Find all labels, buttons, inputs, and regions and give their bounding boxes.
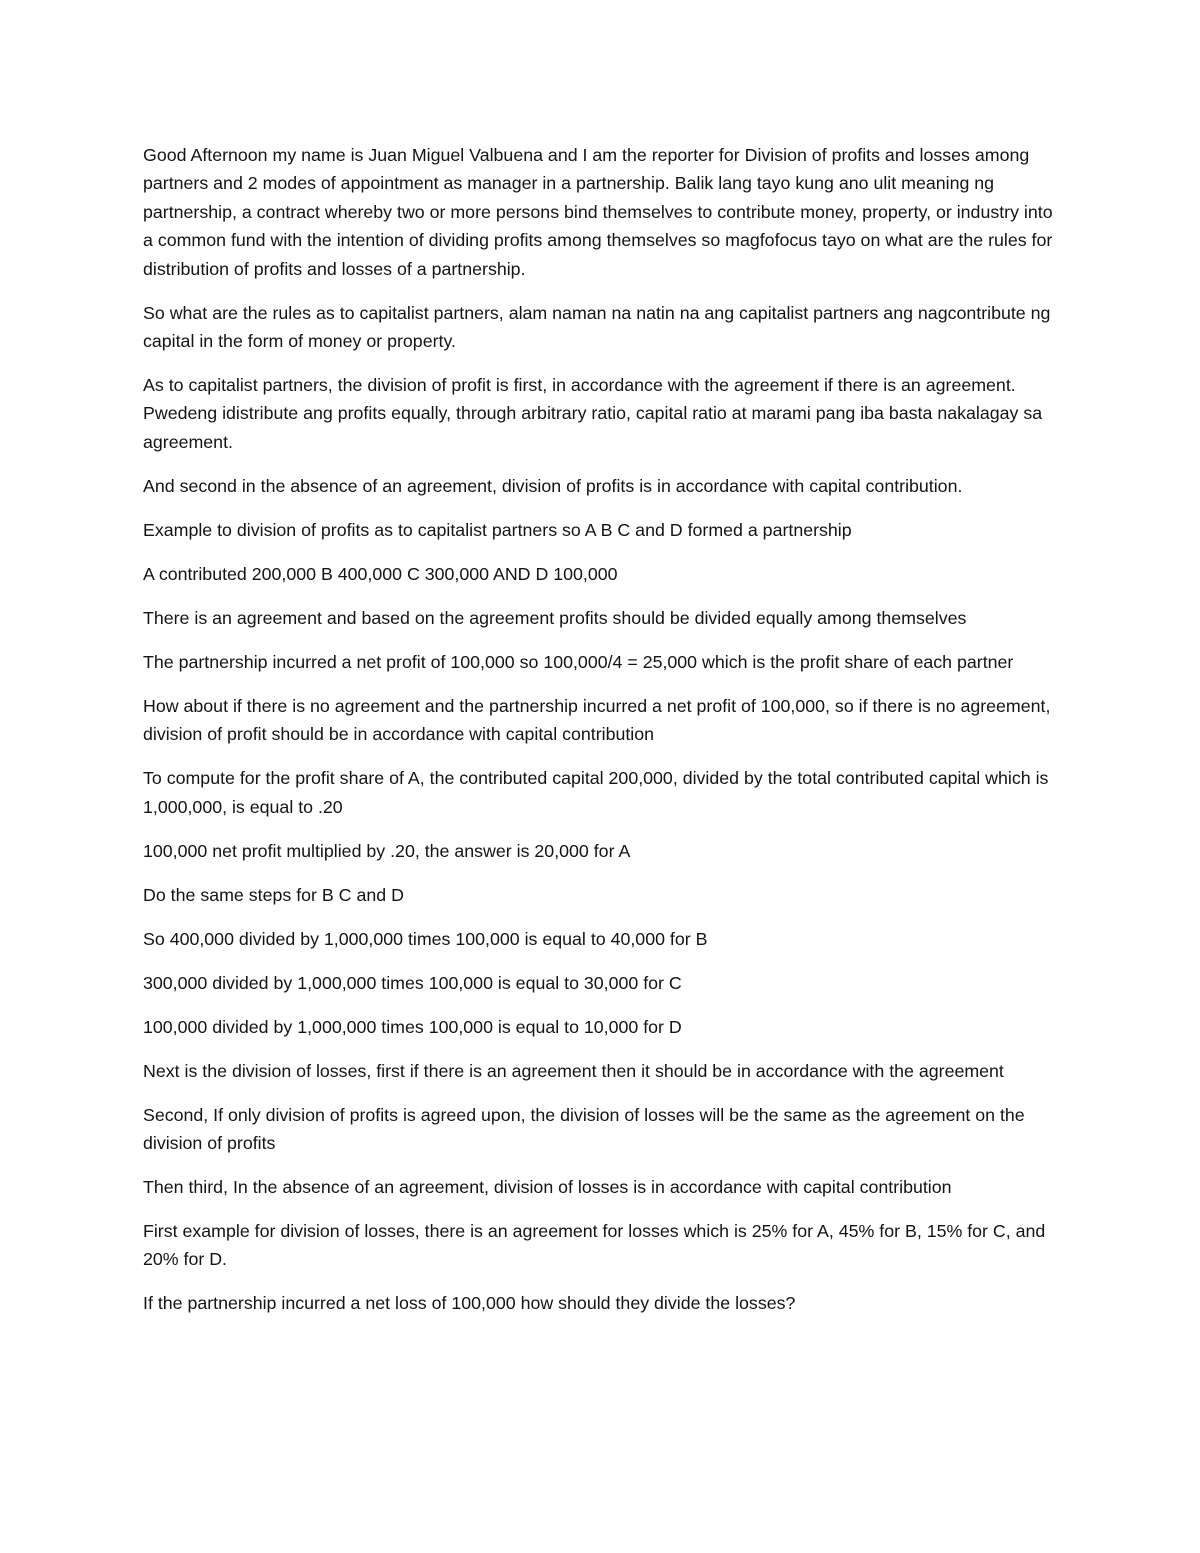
paragraph-no-agreement: How about if there is no agreement and the partnership incurred a net profit of 100,000, so if there is no agreement, division of profit should be in accordance with capital contribution (143, 695, 1051, 745)
paragraph-compute-a-ratio: To compute for the profit share of A, the contributed capital 200,000, divided by the total contributed capital which is 1,000,000, is equal to .20 (143, 768, 1049, 817)
paragraph-capitalist-rules: So what are the rules as to capitalist partners, alam naman na natin na ang capitalist partners ang nagcontribute ng capital in the form of money or property. (143, 302, 1051, 352)
paragraph-loss-third-rule: Then third, In the absence of an agreement, division of losses is in accordance with capital contribution (143, 1177, 952, 1198)
paragraph-loss-question: If the partnership incurred a net loss of 100,000 how should they divide the losses? (143, 1293, 796, 1314)
paragraph-loss-example: First example for division of losses, there is an agreement for losses which is 25% for A, 45% for B, 15% for C, and 20% for D. (143, 1221, 1046, 1270)
paragraph-equal-agreement: There is an agreement and based on the agreement profits should be divided equally among themselves (143, 607, 967, 628)
paragraph-contributions: A contributed 200,000 B 400,000 C 300,000 AND D 100,000 (143, 563, 618, 584)
paragraph-loss-second-rule: Second, If only division of profits is agreed upon, the division of losses will be the same as the agreement on the division of profits (143, 1104, 1025, 1154)
paragraph-d-share: 100,000 divided by 1,000,000 times 100,000 is equal to 10,000 for D (143, 1016, 682, 1037)
paragraph-intro: Good Afternoon my name is Juan Miguel Valbuena and I am the reporter for Division of profits and losses among partners and 2 modes of appointment as manager in a partnership. Balik lang tayo kung ano ulit meaning ng partnership, a contract whereby two or more persons bind themselves to contribute money, property, or industry into a common fund with the intention of dividing profits among themselves so magfofocus tayo on what are the rules for distribution of profits and losses of a partnership. (143, 145, 1053, 279)
paragraph-profit-second-rule: And second in the absence of an agreement, division of profits is in accordance with capital contribution. (143, 475, 963, 496)
paragraph-profit-example: Example to division of profits as to capitalist partners so A B C and D formed a partnership (143, 519, 852, 540)
document-body (143, 141, 1061, 1333)
paragraph-c-share: 300,000 divided by 1,000,000 times 100,000 is equal to 30,000 for C (143, 972, 682, 993)
paragraph-a-share: 100,000 net profit multiplied by .20, the answer is 20,000 for A (143, 840, 631, 861)
paragraph-loss-first-rule: Next is the division of losses, first if there is an agreement then it should be in accordance with the agreement (143, 1060, 1004, 1081)
paragraph-b-share: So 400,000 divided by 1,000,000 times 100,000 is equal to 40,000 for B (143, 928, 708, 949)
paragraph-profit-first-rule: As to capitalist partners, the division of profit is first, in accordance with the agreement if there is an agreement. Pwedeng idistribute ang profits equally, through arbitrary ratio, capital ratio at marami pang iba basta nakalagay sa agreement. (143, 375, 1043, 452)
paragraph-same-steps: Do the same steps for B C and D (143, 884, 404, 905)
paragraph-equal-share: The partnership incurred a net profit of 100,000 so 100,000/4 = 25,000 which is the profit share of each partner (143, 651, 1014, 672)
